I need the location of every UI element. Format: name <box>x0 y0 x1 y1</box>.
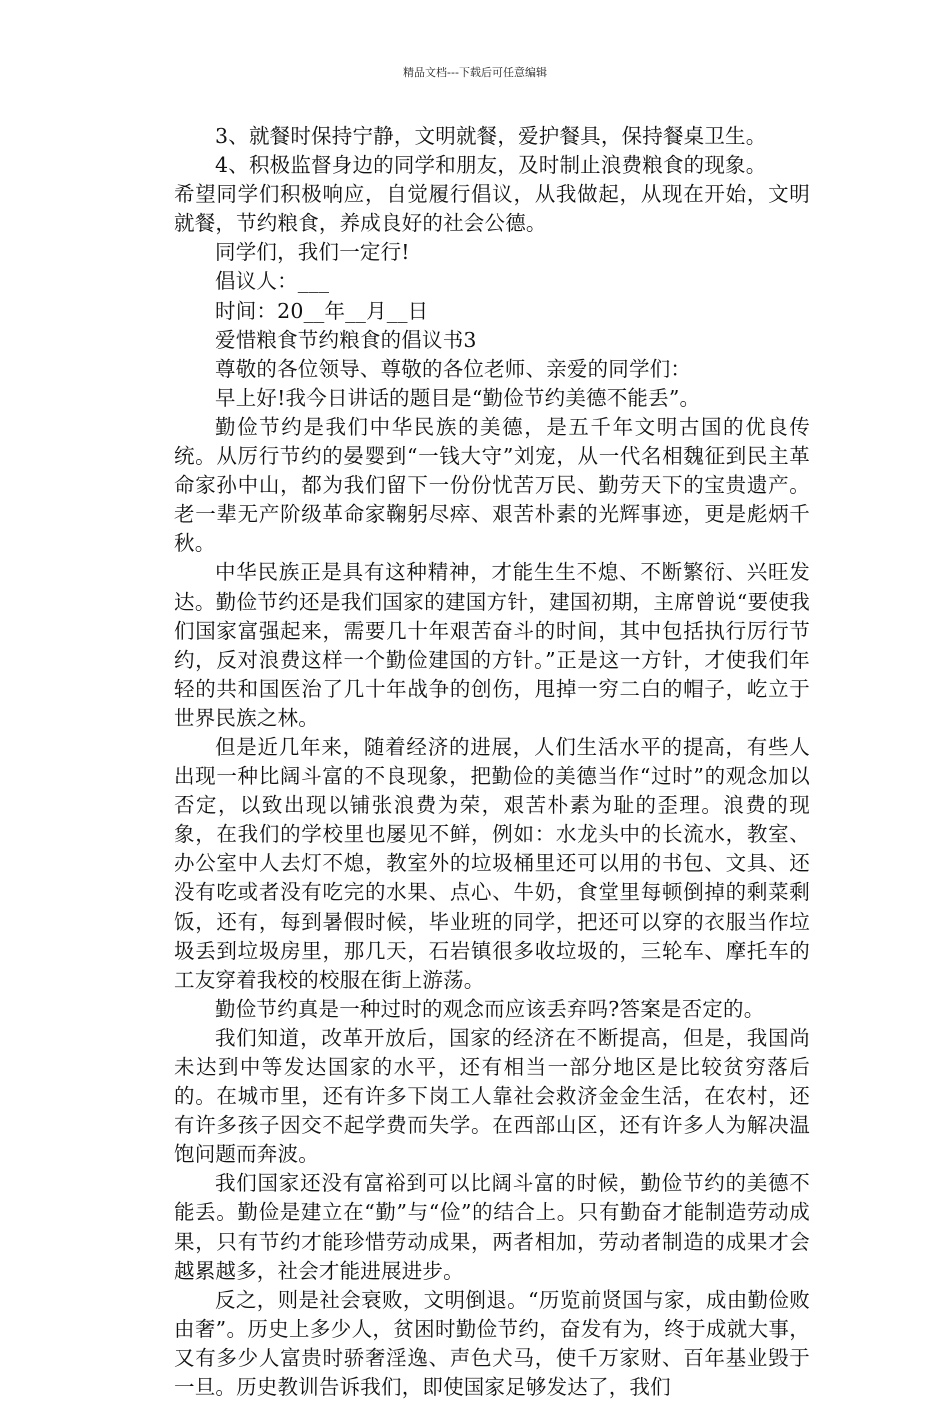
paragraph-question: 勤俭节约真是一种过时的观念而应该丢弃吗?答案是否定的。 <box>215 996 765 1021</box>
proposer-line: 倡议人：___ <box>215 269 330 294</box>
page-header: 精品文档---下载后可任意编辑 <box>403 66 547 79</box>
salutation: 尊敬的各位领导、尊敬的各位老师、亲爱的同学们： <box>215 356 692 381</box>
paragraph-waste: 但是近几年来，随着经济的进展，人们生活水平的提高，有些人出现一种比阔斗富的不良现象，把勤俭的美德当作“过时”的观念加以否定，以致出现以铺张浪费为荣，艰苦朴素为耻的歪理。浪费的现象，在我们的学校里也屡见不鲜，例如：水龙头中的长流水，教室、办公室中人去灯不熄，教室外的垃圾桶里还可以用的书包、文具、还没有吃或者没有吃完的水果、点心、牛奶，食堂里每顿倒掉的剩菜剩饭，还有，每到暑假时候，毕业班的同学，把还可以穿的衣服当作垃圾丢到垃圾房里，那几天，石岩镇很多收垃圾的，三轮车、摩托车的工友穿着我校的校服在街上游荡。 <box>174 734 810 992</box>
paragraph-appeal: 希望同学们积极响应，自觉履行倡议，从我做起，从现在开始，文明就餐，节约粮食，养成良好的社会公德。 <box>174 182 810 236</box>
greeting: 早上好!我今日讲话的题目是“勤俭节约美德不能丢”。 <box>215 385 701 410</box>
paragraph-virtue: 我们国家还没有富裕到可以比阔斗富的时候，勤俭节约的美德不能丢。勤俭是建立在“勤”与“俭”的结合上。只有勤奋才能制造劳动成果，只有节约才能珍惜劳动成果，两者相加，劳动者制造的成果才会越累越多，社会才能进展进步。 <box>174 1171 810 1283</box>
date-line: 时间：20__年__月__日 <box>215 298 429 323</box>
paragraph-item-3: 3、就餐时保持宁静，文明就餐，爱护餐具，保持餐桌卫生。 <box>215 124 767 148</box>
paragraph-history: 反之，则是社会衰败，文明倒退。“历览前贤国与家，成由勤俭败由奢”。历史上多少人，贫困时勤俭节约，奋发有为，终于成就大事，又有多少人富贵时骄奢淫逸、声色犬马，使千万家财、百年基业毁于一旦。历史教训告诉我们，即使国家足够发达了，我们 <box>174 1287 810 1400</box>
paragraph-tradition: 勤俭节约是我们中华民族的美德，是五千年文明古国的优良传统。从厉行节约的晏婴到“一钱大守”刘宠，从一代名相魏征到民主革命家孙中山，都为我们留下一份份忧苦万民、勤劳天下的宝贵遗产。老一辈无产阶级革命家鞠躬尽瘁、艰苦朴素的光辉事迹，更是彪炳千秋。 <box>174 414 810 556</box>
paragraph-slogan: 同学们，我们一定行! <box>215 240 410 265</box>
paragraph-item-4: 4、积极监督身边的同学和朋友，及时制止浪费粮食的现象。 <box>215 153 767 178</box>
document-body <box>174 122 810 1402</box>
section-title: 爱惜粮食节约粮食的倡议书3 <box>215 327 477 352</box>
paragraph-reality: 我们知道，改革开放后，国家的经济在不断提高，但是，我国尚未达到中等发达国家的水平，还有相当一部分地区是比较贫穷落后的。在城市里，还有许多下岗工人靠社会救济金金生活，在农村，还有许多孩子因交不起学费而失学。在西部山区，还有许多人为解决温饱问题而奔波。 <box>174 1025 810 1167</box>
paragraph-nation: 中华民族正是具有这种精神，才能生生不熄、不断繁衍、兴旺发达。勤俭节约还是我们国家的建国方针，建国初期，主席曾说“要使我们国家富强起来，需要几十年艰苦奋斗的时间，其中包括执行厉行节约，反对浪费这样一个勤俭建国的方针。”正是这一方针，才使我们年轻的共和国医治了几十年战争的创伤，甩掉一穷二白的帽子，屹立于世界民族之林。 <box>174 560 810 730</box>
